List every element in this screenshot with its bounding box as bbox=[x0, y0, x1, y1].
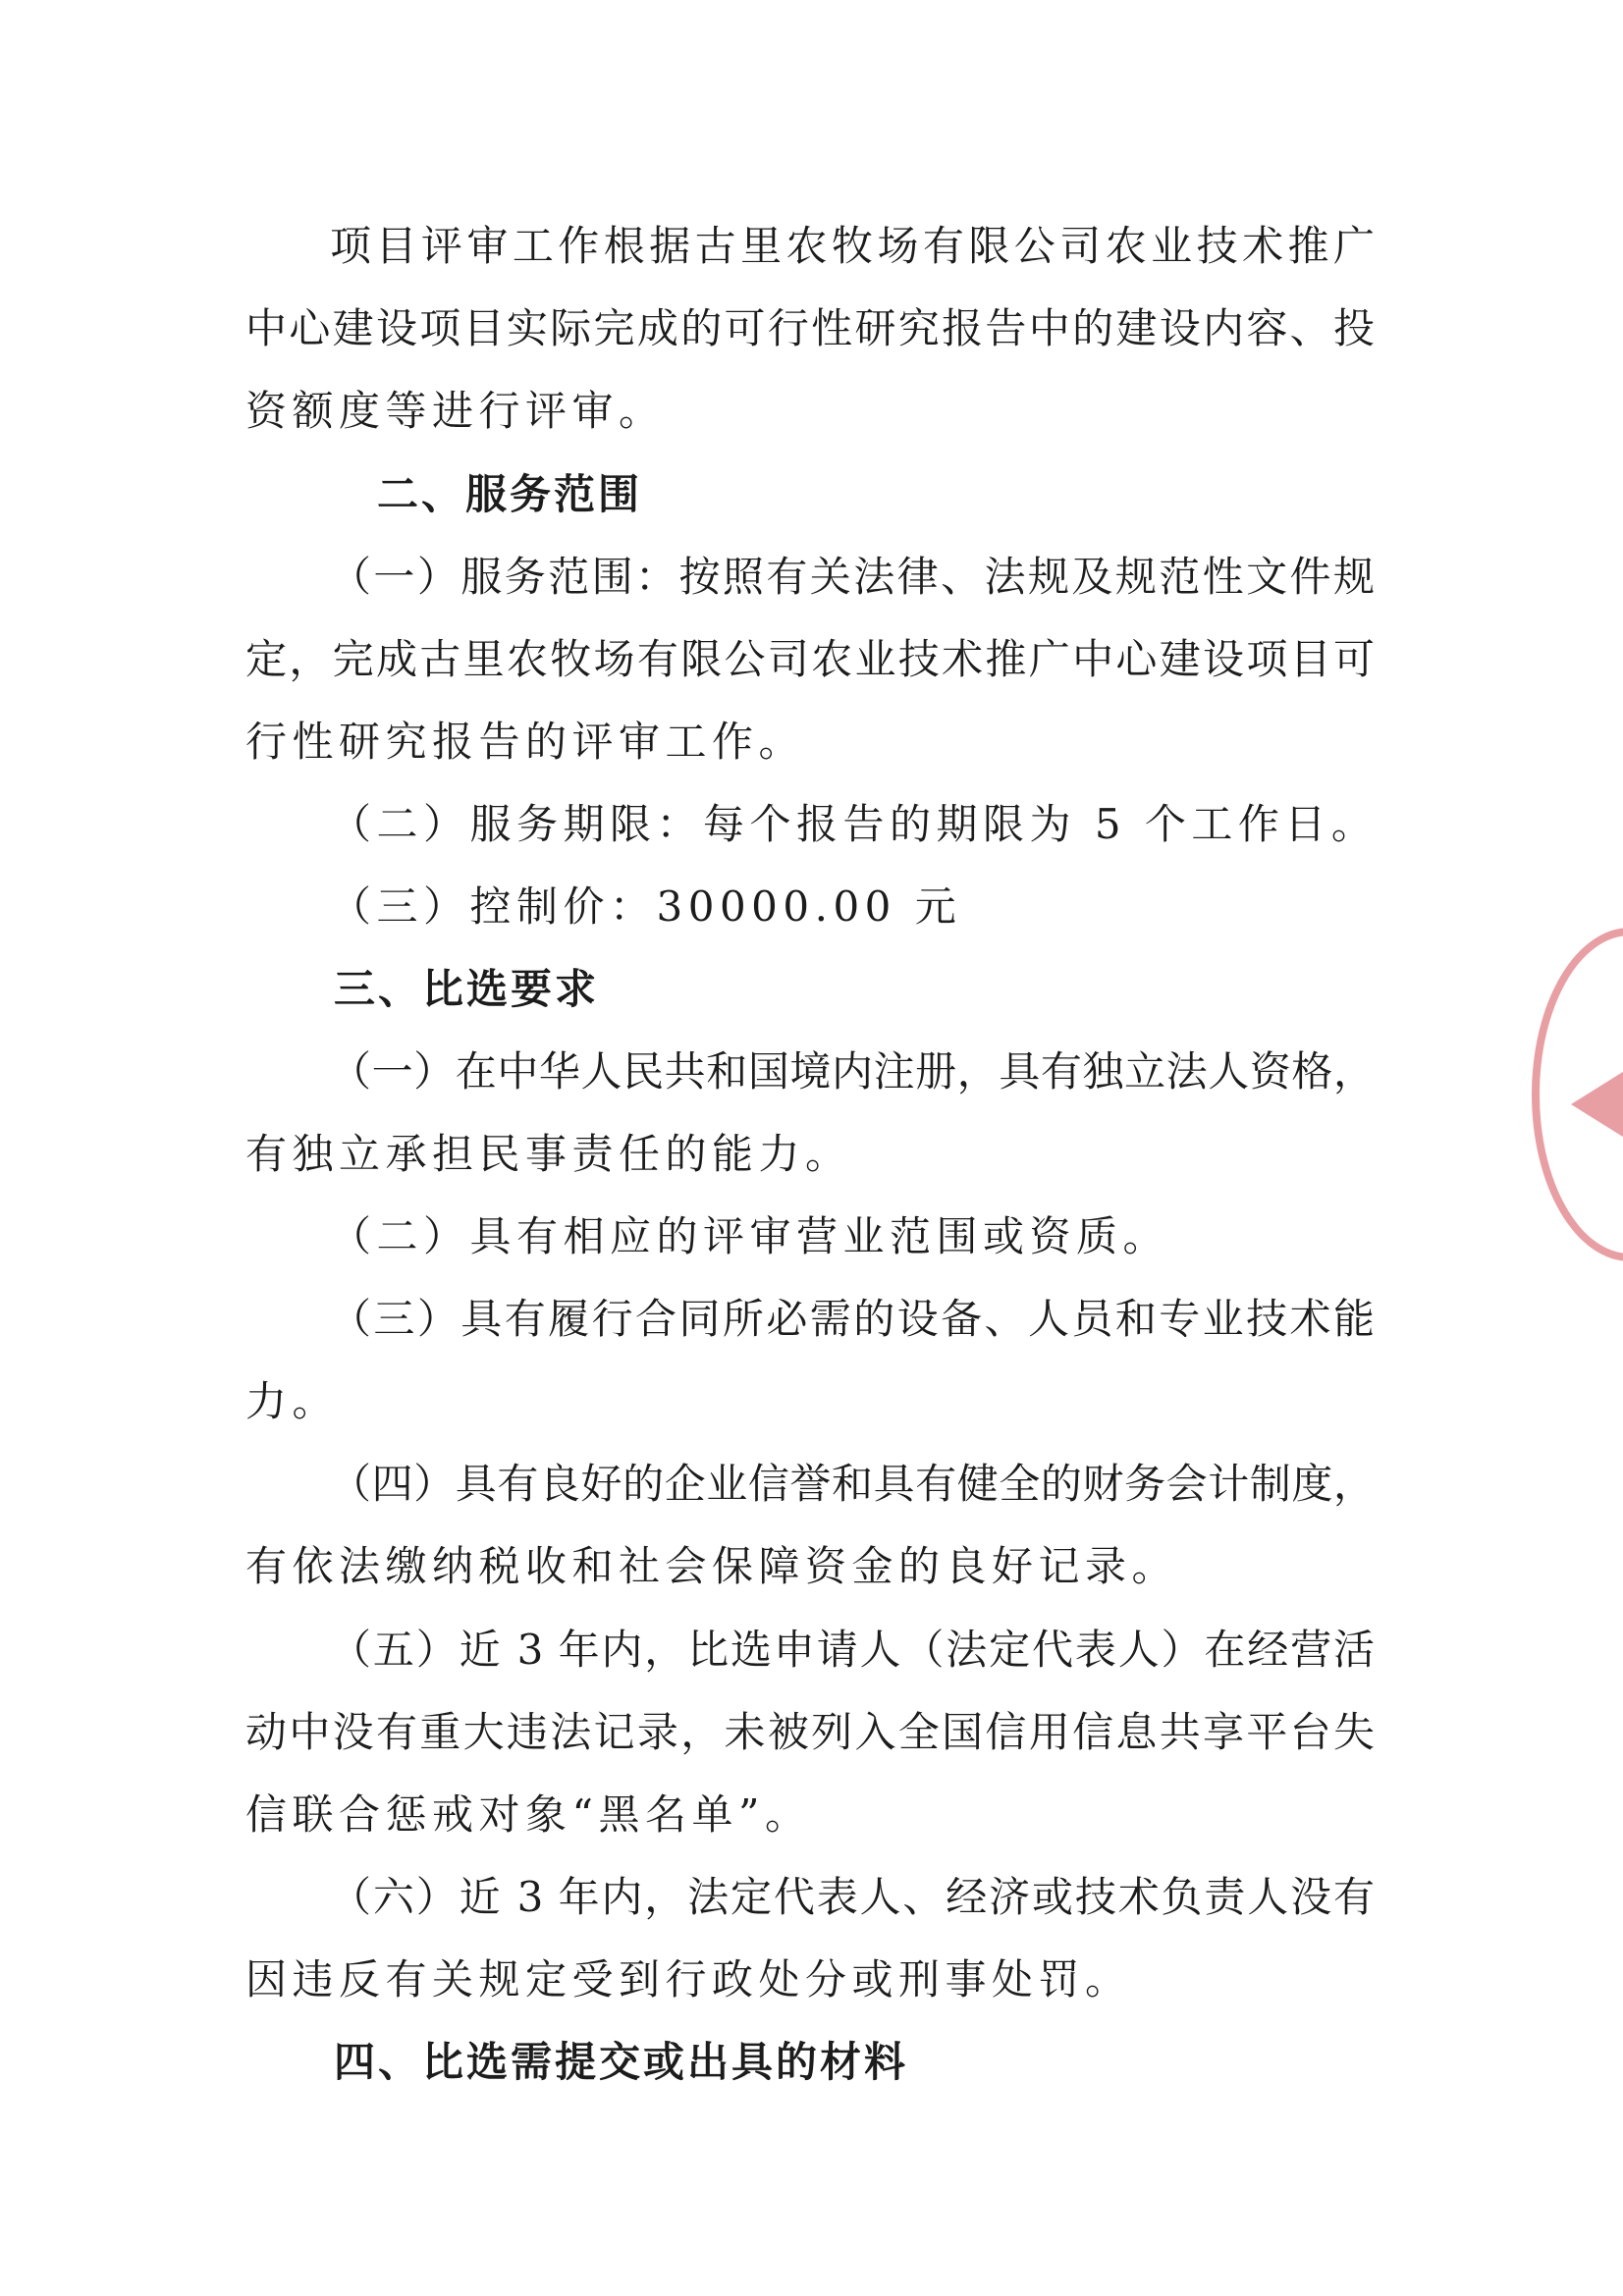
paragraph-line: 中心建设项目实际完成的可行性研究报告中的建设内容、投 bbox=[245, 304, 1375, 352]
paragraph-line: （一）在中华人民共和国境内注册，具有独立法人资格， bbox=[330, 1047, 1375, 1095]
paragraph-line: （二）服务期限：每个报告的期限为 5 个工作日。 bbox=[330, 800, 1379, 848]
section-heading: 二、服务范围 bbox=[377, 470, 643, 518]
paragraph-line: （二）具有相应的评审营业范围或资质。 bbox=[330, 1212, 1170, 1260]
section-heading: 三、比选要求 bbox=[334, 965, 600, 1013]
paragraph-line: （三）控制价：30000.00 元 bbox=[330, 882, 962, 931]
section-heading: 四、比选需提交或出具的材料 bbox=[334, 2038, 909, 2086]
paragraph-line: 因违反有关规定受到行政处分或刑事处罚。 bbox=[245, 1955, 1132, 2003]
paragraph-line: 有依法缴纳税收和社会保障资金的良好记录。 bbox=[245, 1542, 1179, 1590]
paragraph-line: （四）具有良好的企业信誉和具有健全的财务会计制度， bbox=[330, 1460, 1375, 1508]
paragraph-line: 行性研究报告的评审工作。 bbox=[245, 718, 806, 766]
paragraph-line: 定，完成古里农牧场有限公司农业技术推广中心建设项目可 bbox=[245, 635, 1375, 683]
paragraph-line: 信联合惩戒对象“黑名单”。 bbox=[245, 1790, 812, 1839]
paragraph-line: 项目评审工作根据古里农牧场有限公司农业技术推广 bbox=[330, 222, 1375, 270]
paragraph-line: （三）具有履行合同所必需的设备、人员和专业技术能 bbox=[330, 1295, 1375, 1343]
paragraph-line: 动中没有重大违法记录，未被列入全国信用信息共享平台失 bbox=[245, 1708, 1375, 1756]
paragraph-line: 力。 bbox=[245, 1377, 340, 1425]
paragraph-line: 资额度等进行评审。 bbox=[245, 387, 666, 435]
paragraph-line: （五）近 3 年内，比选申请人（法定代表人）在经营活 bbox=[330, 1626, 1375, 1674]
seal-star-icon bbox=[1571, 1055, 1623, 1153]
paragraph-line: 有独立承担民事责任的能力。 bbox=[245, 1130, 852, 1178]
paragraph-line: （六）近 3 年内，法定代表人、经济或技术负责人没有 bbox=[330, 1873, 1375, 1921]
paragraph-line: （一）服务范围：按照有关法律、法规及规范性文件规 bbox=[330, 553, 1375, 601]
